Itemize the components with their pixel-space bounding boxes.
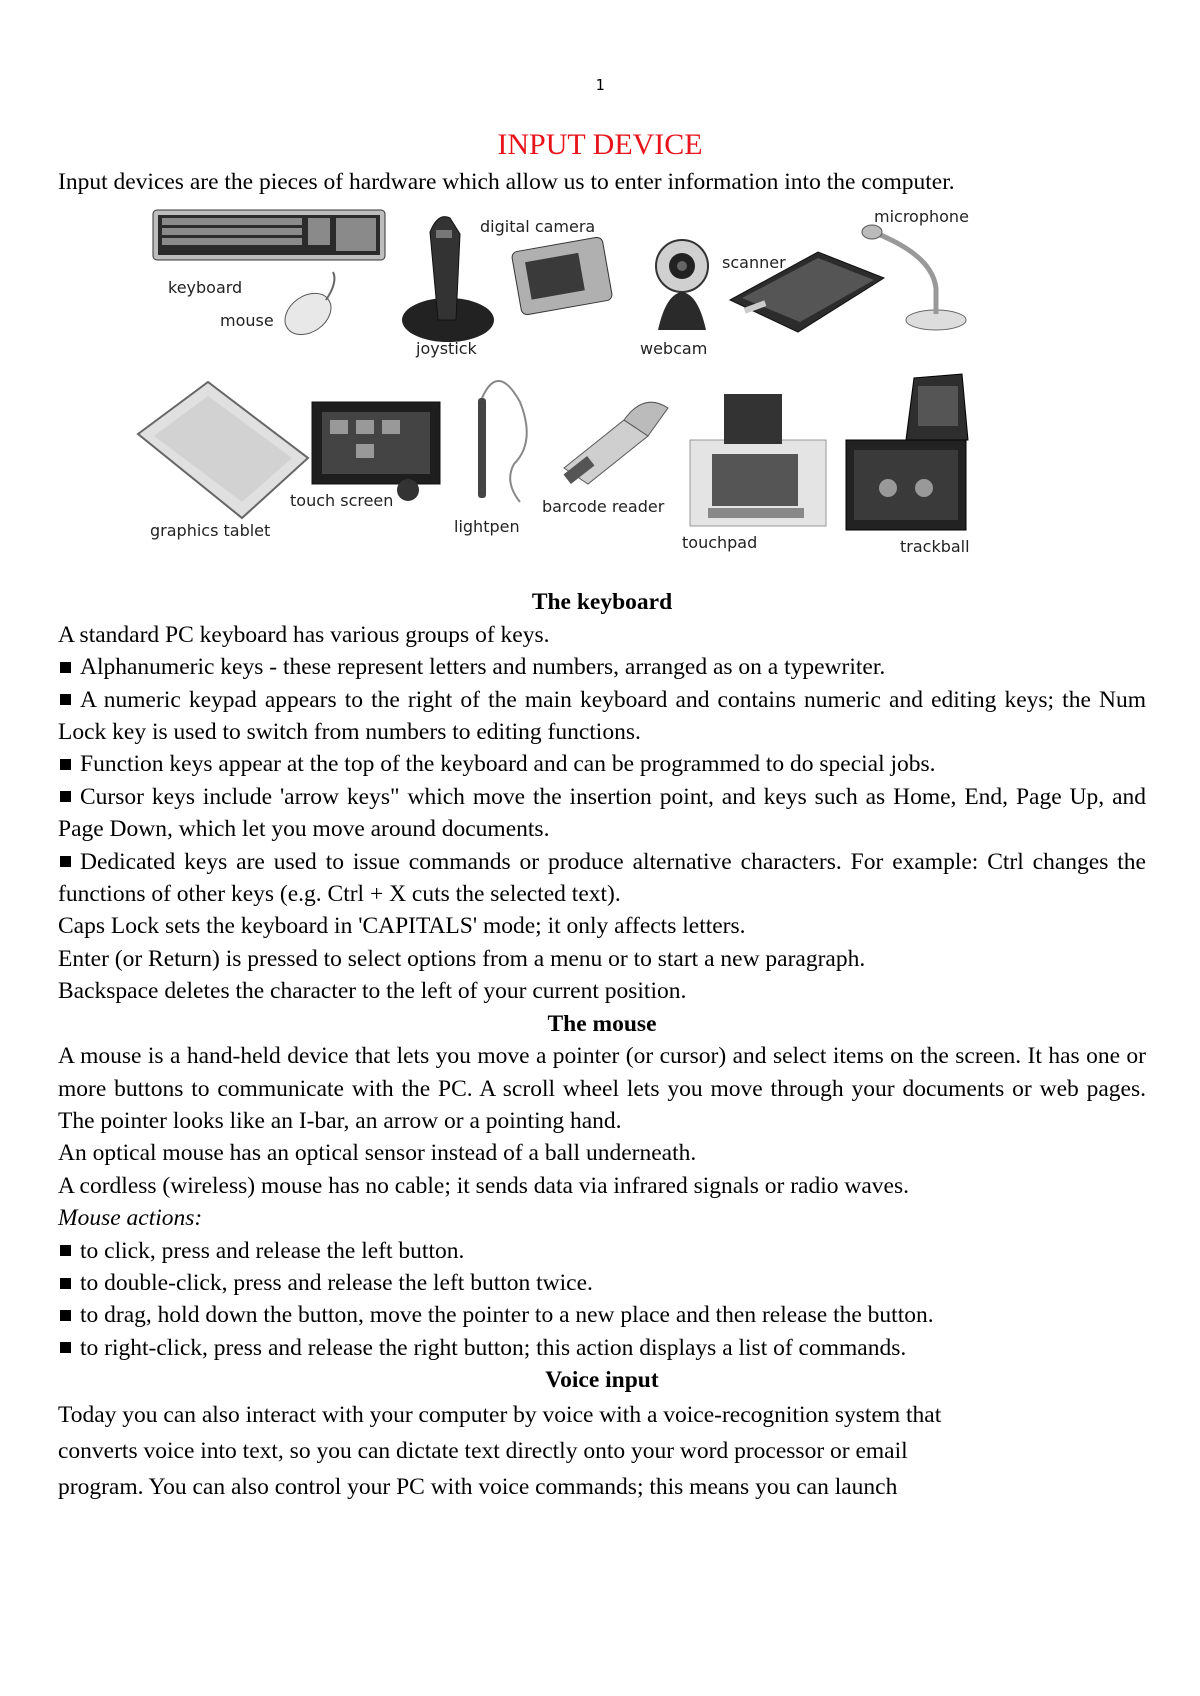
input-devices-figure: [58, 202, 1146, 584]
joystick-label: joystick: [416, 339, 477, 359]
graphics-tablet-illustration: [138, 382, 308, 518]
barcode-reader-label: barcode reader: [542, 497, 665, 517]
list-item: to right-click, press and release the right button; this action displays a list of commands.: [58, 1332, 1146, 1364]
input-devices-illustration: [58, 202, 1146, 584]
bullet-square-icon: [60, 1310, 71, 1321]
touchpad-label: touchpad: [682, 533, 758, 553]
bullet-square-icon: [60, 856, 71, 867]
backspace-line: Backspace deletes the character to the left of your current position.: [58, 978, 687, 1005]
enter-line: Enter (or Return) is pressed to select options from a menu or to start a new paragraph.: [58, 945, 866, 972]
list-item: Cursor keys include 'arrow keys" which move the insertion point, and keys such as Home, End, Page Up, and Page Down, which let you move around documents.: [58, 783, 1146, 843]
cordless-mouse-line: A cordless (wireless) mouse has no cable; it sends data via infrared signals or radio waves.: [58, 1172, 909, 1199]
mouse-paragraph: A mouse is a hand-held device that lets you move a pointer (or cursor) and select items on the screen. It has one or more buttons to communicate with the PC. A scroll wheel lets you move through your documents or web pages. The pointer looks like an I-bar, an arrow or a pointing hand.: [58, 1043, 1146, 1134]
bullet-square-icon: [60, 1245, 71, 1256]
bullet-square-icon: [60, 791, 71, 802]
lightpen-label: lightpen: [454, 517, 520, 537]
touch-screen-label: touch screen: [290, 491, 394, 511]
digital-camera-label: digital camera: [480, 217, 596, 237]
bullet-square-icon: [60, 662, 71, 673]
intro-paragraph: Input devices are the pieces of hardware which allow us to enter information into the computer.: [58, 169, 955, 195]
list-item: to click, press and release the left button.: [58, 1235, 1146, 1267]
webcam-illustration: [656, 240, 708, 330]
list-item: Function keys appear at the top of the keyboard and can be programmed to do special jobs.: [58, 748, 1146, 780]
page-number: 1: [595, 76, 605, 94]
bullet-square-icon: [60, 1278, 71, 1289]
keyboard-intro: A standard PC keyboard has various groups of keys.: [58, 621, 550, 648]
voice-line: Today you can also interact with your computer by voice with a voice-recognition system that: [58, 1401, 942, 1428]
optical-mouse-line: An optical mouse has an optical sensor instead of a ball underneath.: [58, 1140, 697, 1167]
mouse-heading: The mouse: [547, 1010, 657, 1037]
list-item: to double-click, press and release the left button twice.: [58, 1267, 1146, 1299]
keyboard-heading: The keyboard: [531, 589, 673, 616]
bullet-square-icon: [60, 759, 71, 770]
scanner-label: scanner: [722, 253, 786, 273]
keyboard-illustration: [153, 210, 385, 260]
document-body: [58, 166, 1146, 1505]
barcode-reader-illustration: [563, 403, 668, 485]
touch-screen-illustration: [312, 402, 440, 501]
list-item: Dedicated keys are used to issue commands or produce alternative characters. For example: Ctrl changes the functions of other keys (e.g. Ctrl + X cuts the selected text).: [58, 848, 1146, 908]
microphone-label: microphone: [874, 207, 969, 227]
list-item: to drag, hold down the button, move the pointer to a new place and then release the button.: [58, 1299, 1146, 1331]
graphics-tablet-label: graphics tablet: [150, 521, 271, 541]
voice-line: converts voice into text, so you can dictate text directly onto your word processor or email: [58, 1437, 908, 1464]
voice-paragraph: [58, 1397, 1146, 1505]
digital-camera-illustration: [511, 237, 613, 316]
bullet-square-icon: [60, 1342, 71, 1353]
mouse-label: mouse: [220, 311, 274, 331]
webcam-label: webcam: [640, 339, 708, 359]
page-title: INPUT DEVICE: [497, 128, 703, 161]
list-item: Alphanumeric keys - these represent letters and numbers, arranged as on a typewriter.: [58, 651, 1146, 683]
lightpen-illustration: [478, 381, 527, 502]
list-item: A numeric keypad appears to the right of the main keyboard and contains numeric and editing keys; the Num Lock key is used to switch from numbers to editing functions.: [58, 686, 1146, 746]
trackball-illustration: [846, 374, 968, 530]
touchpad-illustration: [690, 394, 826, 526]
keyboard-label: keyboard: [168, 278, 243, 298]
trackball-label: trackball: [900, 537, 970, 557]
bullet-square-icon: [60, 694, 71, 705]
mouse-actions-label: Mouse actions:: [58, 1205, 203, 1232]
voice-heading: Voice input: [545, 1367, 659, 1394]
mouse-illustration: [277, 272, 339, 343]
caps-lock-line: Caps Lock sets the keyboard in 'CAPITALS' mode; it only affects letters.: [58, 913, 746, 940]
voice-line: program. You can also control your PC with voice commands; this means you can launch: [58, 1473, 898, 1500]
